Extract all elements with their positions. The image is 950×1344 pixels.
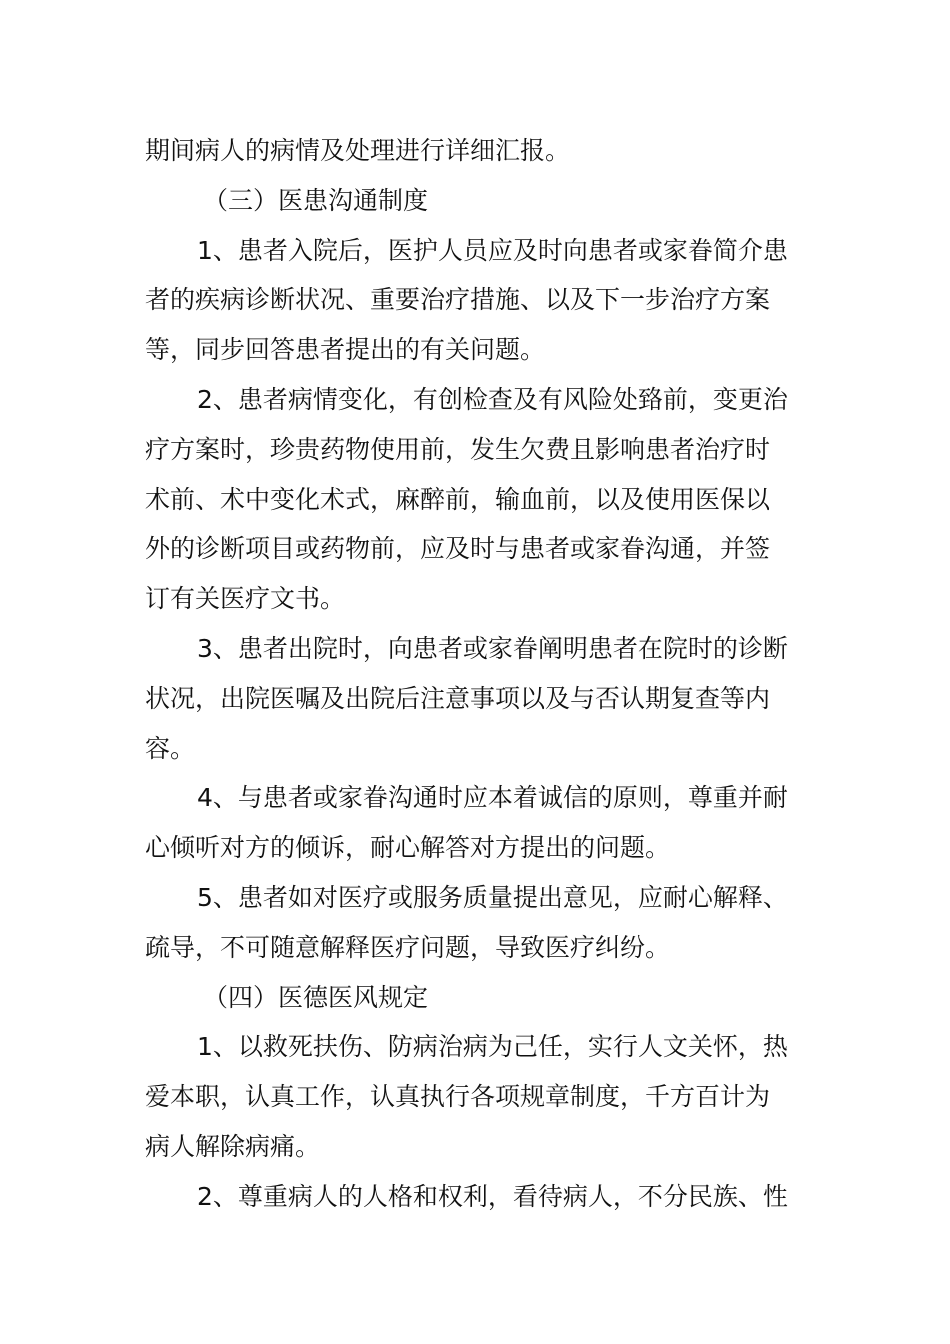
paragraph-line: 术前、术中变化术式，麻醉前，输血前，以及使用医保以 (145, 484, 771, 514)
paragraph-line: 疗方案时，珍贵药物使用前，发生欠费且影响患者治疗时 (145, 434, 771, 464)
paragraph-line: 4、与患者或家眷沟通时应本着诚信的原则，尊重并耐 (197, 783, 788, 813)
section-heading: （三）医患沟通制度 (203, 185, 429, 215)
paragraph-line: 者的疾病诊断状况、重要治疗措施、以及下一步治疗方案 (145, 285, 771, 315)
document-body (145, 126, 809, 1222)
section-heading: （四）医德医风规定 (203, 982, 429, 1012)
paragraph-line: 心倾听对方的倾诉，耐心解答对方提出的问题。 (145, 833, 671, 863)
paragraph-line: 2、尊重病人的人格和权利，看待病人，不分民族、性 (197, 1181, 788, 1211)
paragraph-line: 等，同步回答患者提出的有关问题。 (145, 335, 546, 365)
paragraph-line: 爱本职，认真工作，认真执行各项规章制度，千方百计为 (145, 1082, 771, 1112)
paragraph-line: 病人解除病痛。 (145, 1131, 321, 1161)
paragraph-line: 1、以救死扶伤、防病治病为己任，实行人文关怀，热 (197, 1032, 788, 1062)
paragraph-line: 2、患者病情变化，有创检查及有风险处臵前，变更治 (197, 384, 788, 414)
paragraph-line: 1、患者入院后，医护人员应及时向患者或家眷简介患 (197, 235, 788, 265)
paragraph-line: 期间病人的病情及处理进行详细汇报。 (145, 136, 571, 165)
paragraph-line: 状况，出院医嘱及出院后注意事项以及与否认期复查等内 (145, 683, 771, 713)
paragraph-line: 订有关医疗文书。 (145, 584, 346, 614)
paragraph-line: 5、患者如对医疗或服务质量提出意见，应耐心解释、 (197, 882, 788, 912)
paragraph-line: 外的诊断项目或药物前，应及时与患者或家眷沟通，并签 (145, 534, 771, 564)
paragraph-line: 容。 (145, 733, 196, 763)
paragraph-line: 3、患者出院时，向患者或家眷阐明患者在院时的诊断 (197, 633, 788, 663)
paragraph-line: 疏导，不可随意解释医疗问题，导致医疗纠纷。 (145, 932, 671, 962)
